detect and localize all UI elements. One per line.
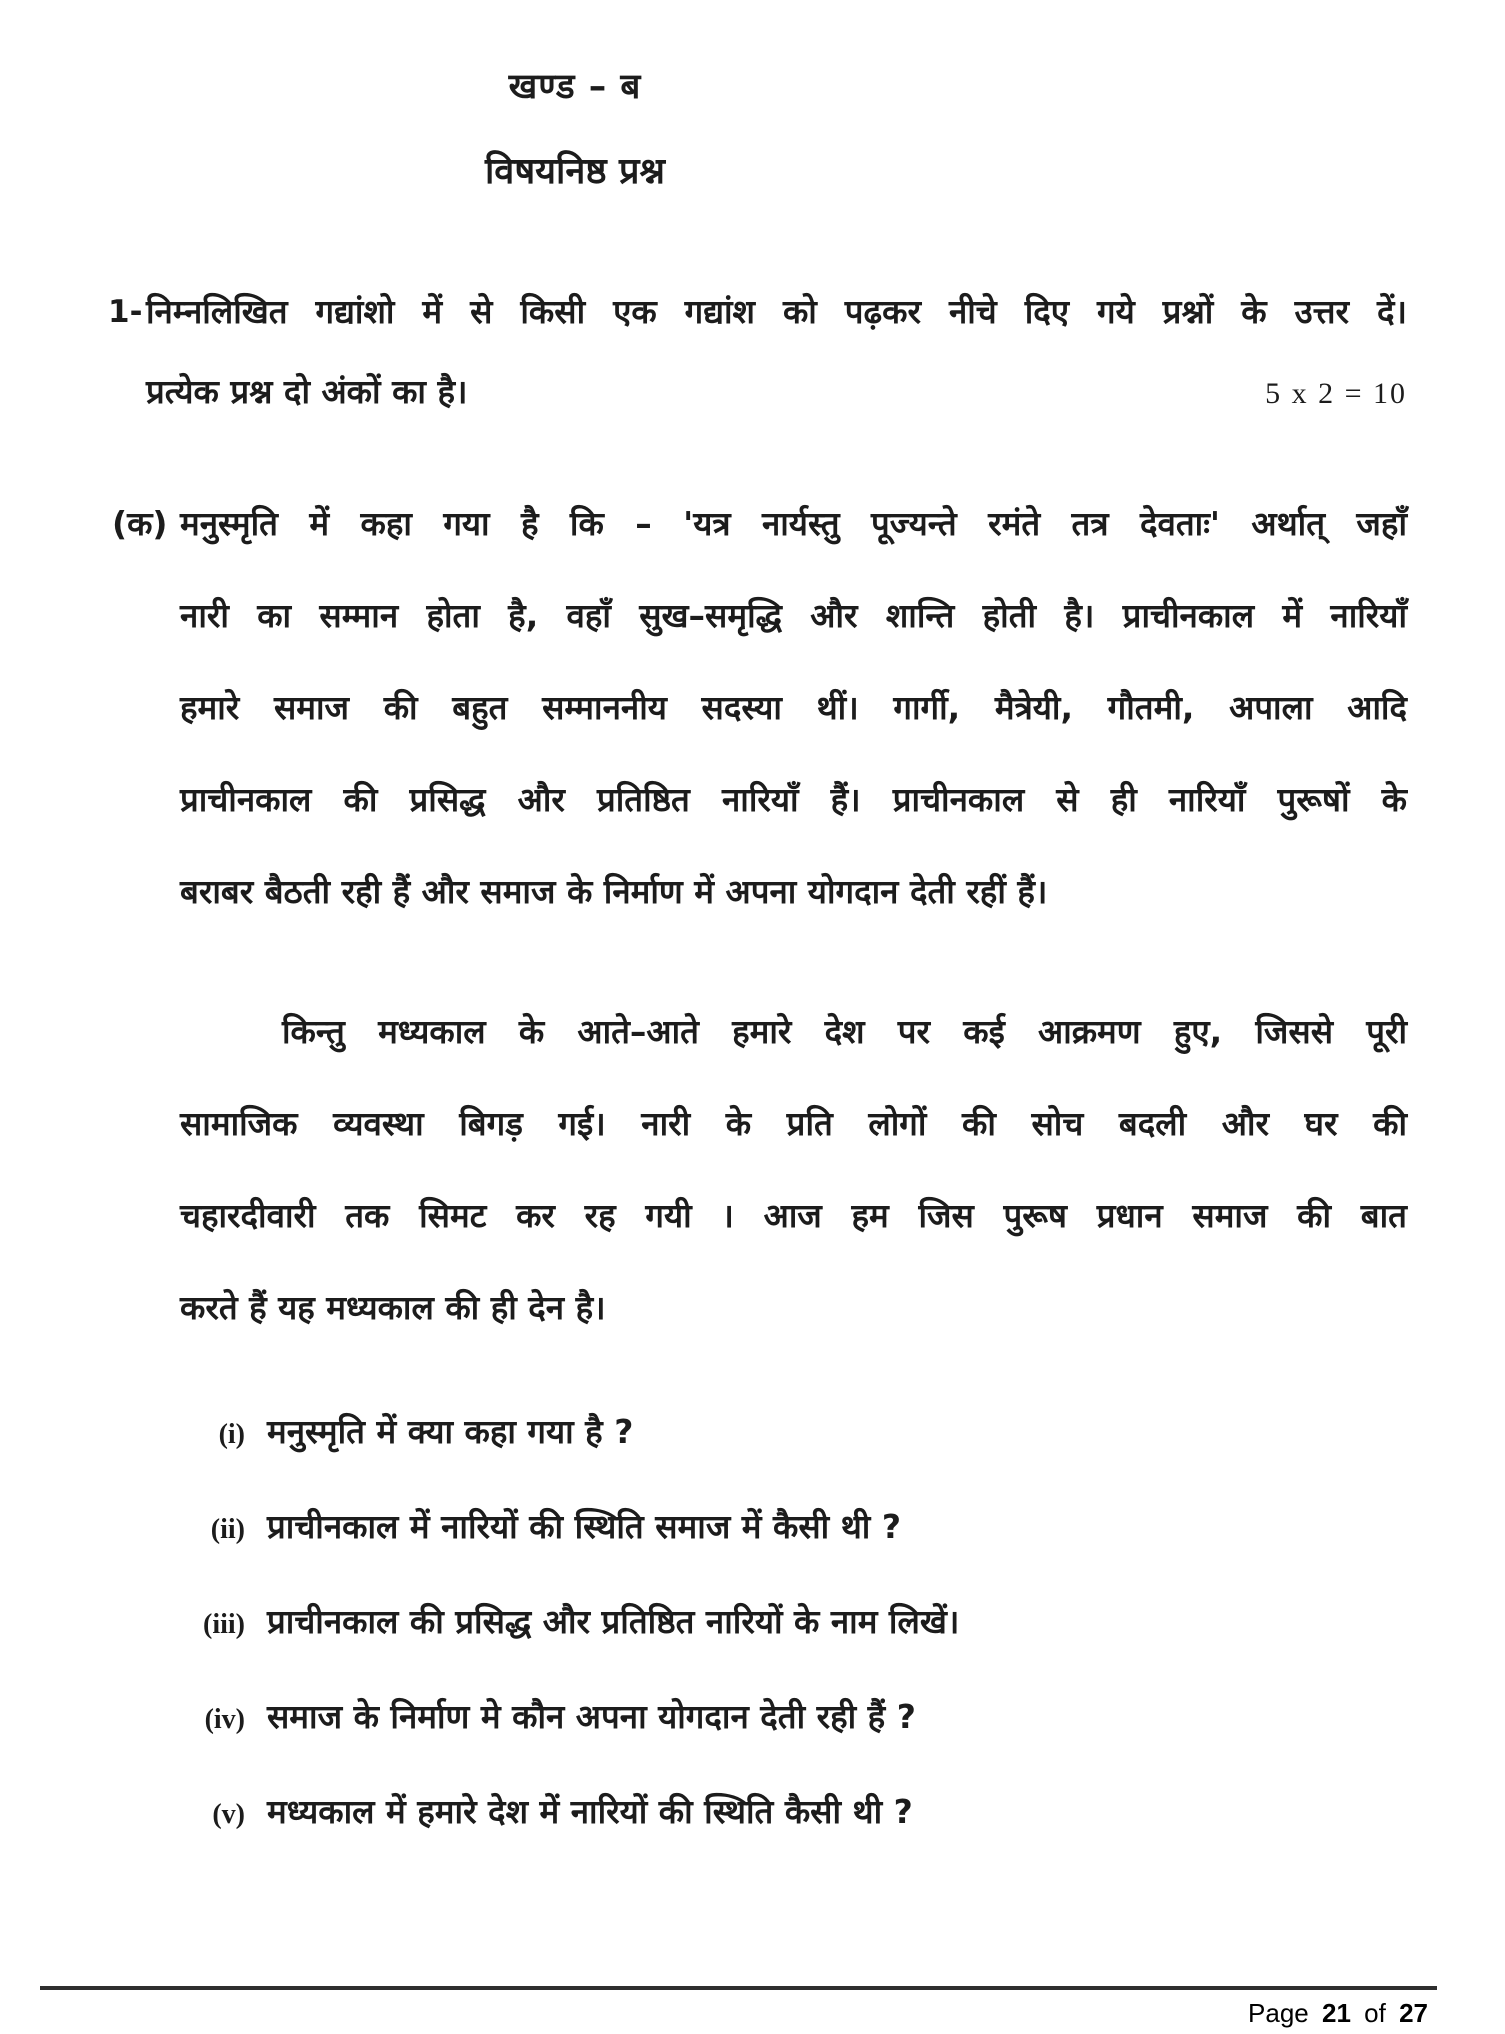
sub-question-label: (iii) — [203, 1609, 245, 1640]
sub-question-i — [110, 1386, 1407, 1481]
passage-paragraph-1 — [180, 478, 1407, 938]
passage-label: (क) — [112, 504, 168, 543]
sub-question-label: (iv) — [204, 1704, 245, 1735]
footer-total-pages: 27 — [1399, 1998, 1428, 2028]
instruction-line-2-row — [146, 352, 1407, 434]
footer-page-word: Page — [1248, 1998, 1309, 2028]
question-number: 1- — [108, 294, 143, 330]
question-1-instruction — [108, 272, 1407, 434]
section-subtitle: विषयनिष्ठ प्रश्न — [484, 151, 665, 192]
instruction-line-1: निम्नलिखित गद्यांशो में से किसी एक गद्यांश को पढ़कर नीचे दिए गये प्रश्नों के उत्तर दें। — [146, 292, 1407, 331]
sub-question-v — [110, 1766, 1407, 1861]
section-title: खण्ड – ब — [508, 67, 642, 107]
footer-of-word: of — [1364, 1998, 1386, 2028]
passage-paragraph-2 — [180, 986, 1407, 1354]
marks-scheme: 5 x 2 = 10 — [1265, 377, 1407, 410]
footer-divider — [40, 1986, 1437, 1990]
sub-question-text: समाज के निर्माण मे कौन अपना योगदान देती रही हैं ? — [267, 1697, 916, 1736]
passage-line: मनुस्मृति में कहा गया है कि – 'यत्र नार्यस्तु पूज्यन्ते रमंते तत्र देवताः' अर्थात् जहाँ — [180, 504, 1407, 543]
sub-question-iii — [110, 1576, 1407, 1671]
section-headings — [0, 62, 1150, 194]
footer-page-number: 21 — [1322, 1998, 1351, 2028]
sub-question-label: (v) — [212, 1799, 245, 1830]
sub-question-list — [110, 1386, 1407, 1861]
sub-question-ii — [110, 1481, 1407, 1576]
sub-question-text: प्राचीनकाल में नारियों की स्थिति समाज में कैसी थी ? — [267, 1507, 901, 1546]
instruction-body — [146, 272, 1407, 434]
passage-line: प्राचीनकाल की प्रसिद्ध और प्रतिष्ठित नारियाँ हैं। प्राचीनकाल से ही नारियाँ पुरूषों के — [180, 780, 1407, 819]
passage-line: हमारे समाज की बहुत सम्माननीय सदस्या थीं। गार्गी, मैत्रेयी, गौतमी, अपाला आदि — [180, 688, 1407, 727]
sub-question-text: प्राचीनकाल की प्रसिद्ध और प्रतिष्ठित नारियों के नाम लिखें। — [267, 1602, 960, 1641]
passage-line: किन्तु मध्यकाल के आते–आते हमारे देश पर कई आक्रमण हुए, जिससे पूरी — [282, 1012, 1407, 1051]
passage-line: सामाजिक व्यवस्था बिगड़ गई। नारी के प्रति लोगों की सोच बदली और घर की — [180, 1104, 1407, 1143]
sub-question-label: (i) — [218, 1419, 245, 1450]
sub-question-text: मध्यकाल में हमारे देश में नारियों की स्थिति कैसी थी ? — [267, 1792, 913, 1831]
passage-line: करते हैं यह मध्यकाल की ही देन है। — [180, 1288, 606, 1327]
sub-question-label: (ii) — [210, 1514, 245, 1545]
page-number-footer — [1248, 1998, 1428, 2029]
instruction-line-2: प्रत्येक प्रश्न दो अंकों का है। — [146, 372, 468, 411]
sub-question-text: मनुस्मृति में क्या कहा गया है ? — [267, 1412, 634, 1451]
passage-ka — [112, 478, 1407, 938]
passage-line: नारी का सम्मान होता है, वहाँ सुख–समृद्धि और शान्ति होती है। प्राचीनकाल में नारियाँ — [180, 596, 1407, 635]
passage-line: बराबर बैठती रही हैं और समाज के निर्माण में अपना योगदान देती रहीं हैं। — [180, 872, 1048, 911]
sub-question-iv — [110, 1671, 1407, 1766]
passage-line: चहारदीवारी तक सिमट कर रह गयी । आज हम जिस पुरूष प्रधान समाज की बात — [180, 1196, 1407, 1235]
